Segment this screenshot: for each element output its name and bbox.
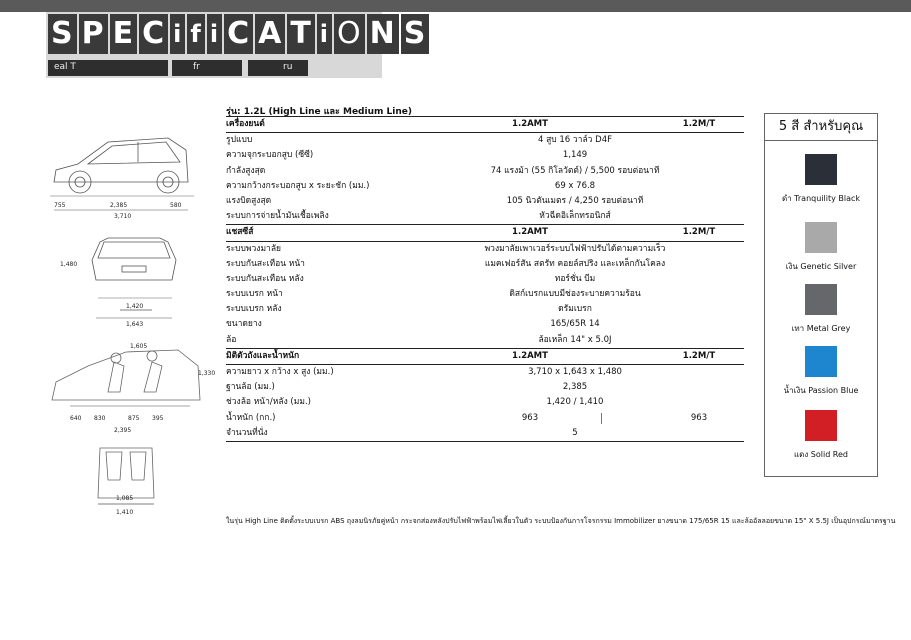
dim-interior-total: 2,395 [114, 427, 132, 434]
dim-front-track: 1,420 [126, 303, 144, 310]
spec-label: ความจุกระบอกสูบ (ซีซี) [226, 150, 314, 161]
title-fragment-2: fr [193, 62, 200, 72]
title-letter: T [287, 14, 314, 54]
dim-front-overhang: 755 [54, 202, 66, 209]
title-letter: i [317, 14, 332, 54]
dim-rear-inner: 1,085 [116, 495, 134, 502]
color-swatch [805, 346, 837, 377]
color-swatch [805, 222, 837, 253]
colors-box [764, 113, 878, 477]
title-letter: S [48, 14, 77, 54]
spec-value: ล้อเหล็ก 14" x 5.0J [538, 334, 612, 345]
spec-value: 4 สูบ 16 วาล์ว D4F [538, 135, 612, 146]
color-name: น้ำเงิน Passion Blue [783, 386, 859, 395]
spec-row [226, 287, 744, 302]
column-header-mt: 1.2M/T [682, 227, 716, 238]
spec-row [226, 272, 744, 287]
title-fragment-1: eal T [54, 62, 76, 72]
spec-label: ความกว้างกระบอกสูบ x ระยะชัก (มม.) [226, 180, 370, 191]
spec-value: หัวฉีดอิเล็กทรอนิกส์ [539, 211, 611, 222]
spec-value: 3,710 x 1,643 x 1,480 [528, 367, 622, 377]
section-header [226, 116, 744, 133]
title-letter: S [401, 14, 430, 54]
column-divider [601, 413, 602, 424]
spec-value: ทอร์ชั่น บีม [554, 273, 596, 284]
spec-label: ขนาดยาง [226, 319, 262, 330]
page-title [48, 14, 429, 54]
spec-row [226, 148, 744, 163]
spec-value: 5 [572, 427, 578, 438]
section-header [226, 224, 744, 241]
title-letter: O [334, 14, 365, 54]
spec-value: 165/65R 14 [550, 319, 600, 330]
color-swatch [805, 154, 837, 185]
spec-label: จำนวนที่นั่ง [226, 427, 268, 438]
car-diagrams-svg [48, 130, 218, 520]
color-name: ดำ Tranquility Black [781, 194, 861, 203]
title-letter: A [255, 14, 285, 54]
spec-label: ระบบกันสะเทือน หน้า [226, 258, 305, 269]
spec-label: ระบบพวงมาลัย [226, 243, 282, 254]
spec-value: แมคเฟอร์สัน สตรัท คอยล์สปริง และเหล็กกันโคลง [484, 258, 666, 269]
spec-row [226, 395, 744, 410]
spec-label: ความยาว x กว้าง x สูง (มม.) [226, 367, 334, 377]
top-bar [0, 0, 911, 12]
spec-row [226, 411, 744, 426]
spec-label: ระบบกันสะเทือน หลัง [226, 273, 304, 284]
spec-row [226, 209, 744, 224]
spec-row [226, 317, 744, 332]
dim-interior-seg1: 640 [70, 415, 82, 422]
footnote: ในรุ่น High Line ติดตั้งระบบเบรก ABS ถุงลมนิรภัยคู่หน้า กระจกส่องหลังปรับไฟฟ้าพร้อมไฟเลี้ยวในตัว ระบบป้องกันการโจรกรรม Immobilizer ยางขนาด 175/65R 15 และล้ออัลลอยขนาด 15" X 5.5J เป็นอุปกรณ์มาตรฐาน [226, 517, 896, 525]
spec-table [226, 116, 744, 442]
dim-rear-overhang: 580 [170, 202, 182, 209]
spec-label: ช่วงล้อ หน้า/หลัง (มม.) [226, 397, 311, 408]
spec-label: ระบบการจ่ายน้ำมันเชื้อเพลิง [226, 211, 329, 222]
section-title: เครื่องยนต์ [226, 119, 265, 129]
title-letter: f [187, 14, 204, 54]
spec-label: ล้อ [226, 334, 237, 345]
spec-value-mt: 963 [690, 412, 708, 423]
section-title: มิติตัวถังและน้ำหนัก [226, 350, 300, 361]
dim-interior-seg4: 395 [152, 415, 164, 422]
spec-row [226, 194, 744, 209]
dim-interior-height: 1,330 [198, 370, 216, 377]
dim-length: 3,710 [114, 213, 132, 220]
spec-row [226, 257, 744, 272]
color-option [765, 284, 877, 335]
spec-label: ระบบเบรก หน้า [226, 289, 283, 300]
spec-row [226, 164, 744, 179]
column-header-mt: 1.2M/T [682, 119, 716, 129]
dimension-diagrams [48, 130, 218, 520]
color-swatch [805, 410, 837, 441]
color-name: เงิน Genetic Silver [785, 262, 857, 271]
spec-value: 69 x 76.8 [554, 180, 596, 191]
color-swatch [805, 284, 837, 315]
variant-line: รุ่น: 1.2L (High Line และ Medium Line) [226, 107, 412, 117]
title-letter: i [207, 14, 222, 54]
column-header-mt: 1.2M/T [682, 350, 716, 361]
section-header [226, 348, 744, 365]
spec-label: รูปแบบ [226, 135, 253, 146]
section-title: แชสซีส์ [226, 227, 254, 238]
color-option [765, 346, 877, 397]
spec-value: 2,385 [562, 382, 588, 393]
column-header-amt: 1.2AMT [512, 119, 548, 129]
color-option [765, 222, 877, 273]
color-name: เทา Metal Grey [791, 324, 851, 333]
car-side-view [50, 138, 194, 196]
column-header-amt: 1.2AMT [512, 350, 548, 361]
color-name: แดง Solid Red [793, 450, 849, 459]
dim-interior-top: 1,605 [130, 343, 148, 350]
title-letter: N [367, 14, 399, 54]
spec-label: แรงบิดสูงสุด [226, 195, 272, 206]
spec-value: 1,420 / 1,410 [546, 397, 604, 408]
dim-height: 1,480 [60, 261, 78, 268]
color-option [765, 410, 877, 461]
spec-row [226, 426, 744, 442]
car-interior-view [52, 350, 200, 406]
spec-label: น้ำหนัก (กก.) [226, 412, 276, 423]
title-letter: E [110, 14, 138, 54]
spec-row [226, 179, 744, 194]
spec-label: กำลังสูงสุด [226, 165, 266, 176]
spec-row [226, 302, 744, 317]
spec-value: ดิสก์เบรกแบบมีช่องระบายความร้อน [509, 289, 641, 300]
title-fragment-3: ru [283, 62, 293, 72]
dim-wheelbase: 2,385 [110, 202, 128, 209]
spec-value: 74 แรงม้า (55 กิโลวัตต์) / 5,500 รอบต่อนาที [490, 165, 660, 176]
title-letter: C [224, 14, 253, 54]
column-header-amt: 1.2AMT [512, 227, 548, 238]
spec-row [226, 333, 744, 348]
spec-value: พวงมาลัยเพาเวอร์ระบบไฟฟ้าปรับได้ตามความเร็ว [484, 243, 666, 254]
color-option [765, 154, 877, 205]
dim-width: 1,643 [126, 321, 144, 328]
spec-value: ดรัมเบรก [558, 304, 592, 315]
dim-interior-seg3: 875 [128, 415, 140, 422]
spec-row [226, 133, 744, 148]
spec-row [226, 242, 744, 257]
spec-value: 1,149 [562, 150, 588, 161]
spec-label: ฐานล้อ (มม.) [226, 382, 275, 393]
spec-row [226, 380, 744, 395]
spec-row [226, 365, 744, 380]
colors-title: 5 สี สำหรับคุณ [765, 114, 877, 141]
spec-value-amt: 963 [521, 412, 539, 423]
car-front-view [92, 238, 176, 310]
dim-interior-seg2: 830 [94, 415, 106, 422]
dim-rear-track: 1,410 [116, 509, 134, 516]
spec-value: 105 นิวตันเมตร / 4,250 รอบต่อนาที [506, 195, 644, 206]
title-underline [48, 60, 383, 76]
title-letter: C [139, 14, 168, 54]
title-letter: P [79, 14, 108, 54]
title-letter: i [170, 14, 185, 54]
spec-label: ระบบเบรก หลัง [226, 304, 282, 315]
